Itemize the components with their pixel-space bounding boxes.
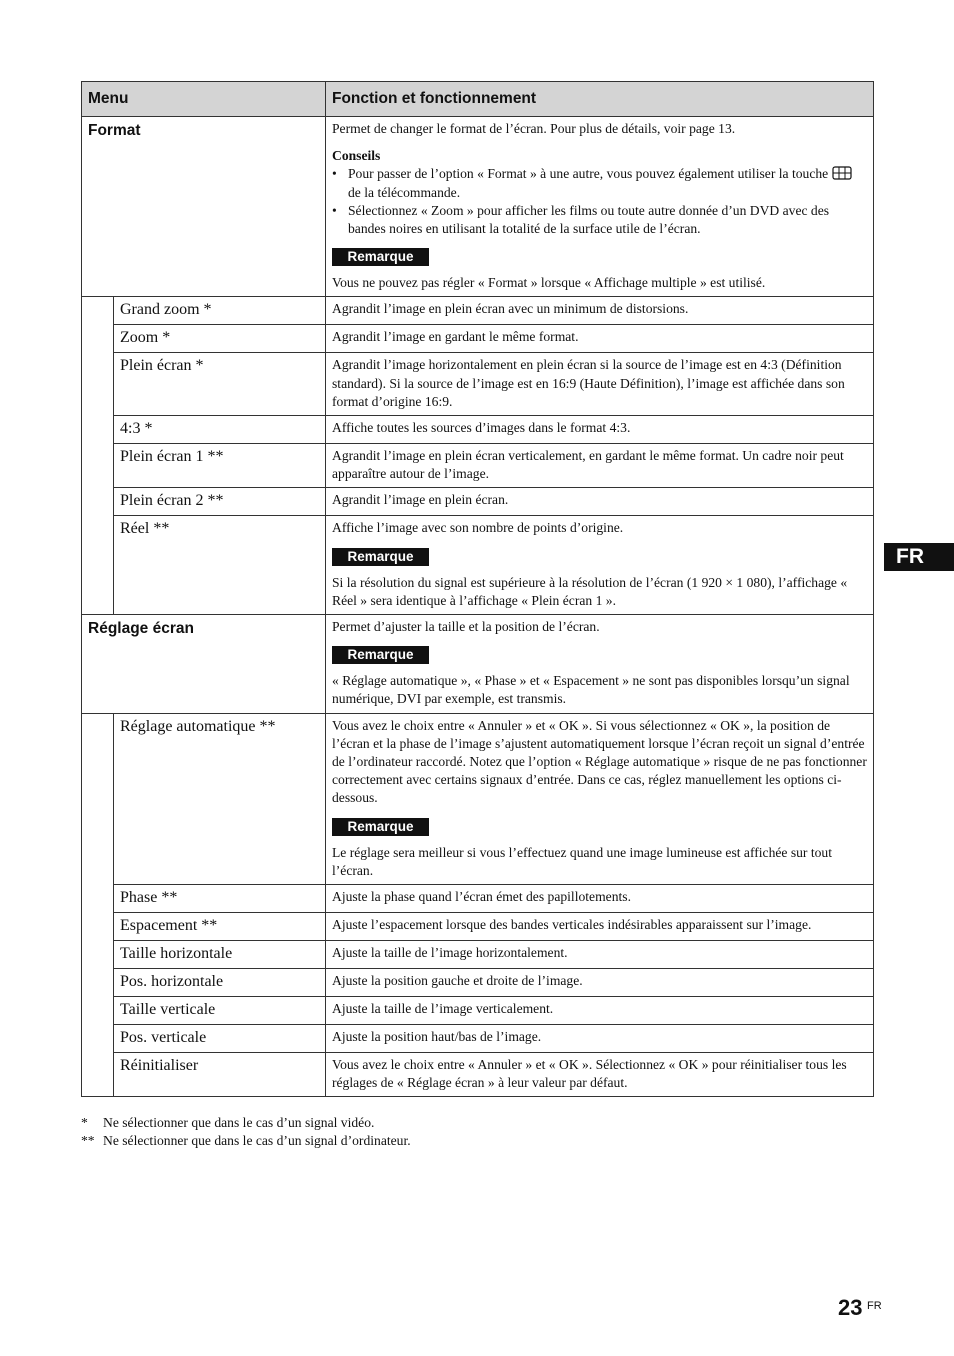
option-name: Réinitialiser: [114, 1053, 326, 1097]
section-description: [326, 615, 874, 714]
section-reglage-ecran: [82, 615, 874, 714]
option-description: Ajuste la taille de l’image horizontalement.: [326, 941, 874, 969]
table-row: [82, 997, 874, 1025]
option-description: Agrandit l’image en plein écran verticalement, en gardant le même format. Un cadre noir peut apparaître autour de l’image.: [326, 444, 874, 488]
option-name: Pos. horizontale: [114, 969, 326, 997]
tips-list: [332, 165, 867, 238]
note-text: Vous ne pouvez pas régler « Format » lorsque « Affichage multiple » est utilisé.: [332, 275, 766, 291]
table-row: [82, 969, 874, 997]
option-name: Réel **: [114, 516, 326, 615]
option-description: Agrandit l’image en plein écran avec un minimum de distorsions.: [326, 297, 874, 325]
note-badge: Remarque: [332, 818, 429, 836]
option-description: Ajuste la taille de l’image verticalement.: [326, 997, 874, 1025]
note-text: Si la résolution du signal est supérieure à la résolution de l’écran (1 920 × 1 080), l’affichage « Réel » sera identique à l’affichage « Plein écran 1 ».: [332, 574, 848, 608]
option-description: Ajuste la position gauche et droite de l’image.: [326, 969, 874, 997]
option-name: Plein écran *: [114, 353, 326, 416]
option-description: [326, 713, 874, 884]
language-tab: FR: [884, 543, 954, 571]
header-function: Fonction et fonctionnement: [326, 82, 874, 117]
footnote: [81, 1114, 873, 1132]
table-header: [82, 82, 874, 117]
table-row: [82, 297, 874, 325]
option-description: Ajuste l’espacement lorsque des bandes verticales indésirables apparaissent sur l’image.: [326, 913, 874, 941]
section-title: Réglage écran: [82, 615, 326, 714]
note-badge: Remarque: [332, 548, 429, 566]
option-name: Taille verticale: [114, 997, 326, 1025]
option-text: Vous avez le choix entre « Annuler » et « OK ». Si vous sélectionnez « OK », la position de l’écran et la phase de l’image s’ajustent automatiquement lorsque l’écran reçoit un signal d’entrée de l’ordinateur raccordé. Notez que l’option « Réglage automatique » risque de ne pas fonctionner correctement avec certains signaux d’entrée. Dans ce cas, réglez manuellement les options ci-dessous.: [332, 717, 867, 806]
note-text: Le réglage sera meilleur si vous l’effectuez quand une image lumineuse est affichée sur tout l’écran.: [332, 844, 833, 878]
option-name: Plein écran 1 **: [114, 444, 326, 488]
option-description: Ajuste la phase quand l’écran émet des papillotements.: [326, 885, 874, 913]
option-name: 4:3 *: [114, 416, 326, 444]
tip-item: • Sélectionnez « Zoom » pour afficher les films ou toute autre donnée d’un DVD avec des bandes noires en utilisant la totalité de la surface utile de l’écran.: [332, 202, 867, 238]
note-badge: Remarque: [332, 646, 429, 664]
table-row: [82, 1025, 874, 1053]
footnote-text: Ne sélectionner que dans le cas d’un signal d’ordinateur.: [103, 1133, 411, 1149]
option-description: Ajuste la position haut/bas de l’image.: [326, 1025, 874, 1053]
option-name: Phase **: [114, 885, 326, 913]
page-number-suffix: FR: [867, 1300, 882, 1312]
header-menu: Menu: [82, 82, 326, 117]
option-name: Zoom *: [114, 325, 326, 353]
note-text: « Réglage automatique », « Phase » et « Espacement » ne sont pas disponibles lorsqu’un signal numérique, DVI par exemple, est transmis.: [332, 673, 850, 707]
table-row: [82, 444, 874, 488]
option-description: Affiche toutes les sources d’images dans le format 4:3.: [326, 416, 874, 444]
table-row: [82, 1053, 874, 1097]
tips-title: Conseils: [332, 148, 381, 164]
table-row: [82, 913, 874, 941]
section-intro: Permet de changer le format de l’écran. Pour plus de détails, voir page 13.: [332, 121, 736, 136]
table-row: [82, 325, 874, 353]
section-title: Format: [82, 117, 326, 297]
menu-table: [81, 81, 874, 1097]
table-row: [82, 416, 874, 444]
option-name: Espacement **: [114, 913, 326, 941]
option-name: Taille horizontale: [114, 941, 326, 969]
footnotes: [81, 1114, 873, 1150]
table-row: [82, 353, 874, 416]
option-name: Plein écran 2 **: [114, 488, 326, 516]
table-row: [82, 885, 874, 913]
tip-item: • Pour passer de l’option « Format » à une autre, vous pouvez également utiliser la touchede la télécommande.: [332, 165, 867, 201]
page-number: 23: [838, 1295, 863, 1320]
footnote-mark: **: [81, 1133, 95, 1149]
note-badge: Remarque: [332, 248, 429, 266]
footnote: [81, 1132, 873, 1150]
option-name: Pos. verticale: [114, 1025, 326, 1053]
table-row: [82, 941, 874, 969]
section-intro: Permet d’ajuster la taille et la position de l’écran.: [332, 619, 600, 635]
table-row: [82, 516, 874, 615]
format-button-icon: [832, 166, 852, 180]
table-row: [82, 488, 874, 516]
section-format: [82, 117, 874, 297]
option-name: Grand zoom *: [114, 297, 326, 325]
option-name: Réglage automatique **: [114, 713, 326, 884]
option-description: Agrandit l’image horizontalement en plein écran si la source de l’image est en 4:3 (Définition standard). Si la source de l’image est en 16:9 (Haute Définition), l’image est affichée dans son format d’origine 16:9.: [326, 353, 874, 416]
option-description: Agrandit l’image en plein écran.: [326, 488, 874, 516]
option-text: Affiche l’image avec son nombre de points d’origine.: [332, 520, 624, 536]
footnote-text: Ne sélectionner que dans le cas d’un signal vidéo.: [103, 1115, 375, 1130]
option-description: [326, 516, 874, 615]
table-row: [82, 713, 874, 884]
option-description: Agrandit l’image en gardant le même format.: [326, 325, 874, 353]
footnote-mark: *: [81, 1115, 88, 1130]
section-description: [326, 117, 874, 297]
option-description: Vous avez le choix entre « Annuler » et « OK ». Sélectionnez « OK » pour réinitialiser tous les réglages de « Réglage écran » à leur valeur par défaut.: [326, 1053, 874, 1097]
